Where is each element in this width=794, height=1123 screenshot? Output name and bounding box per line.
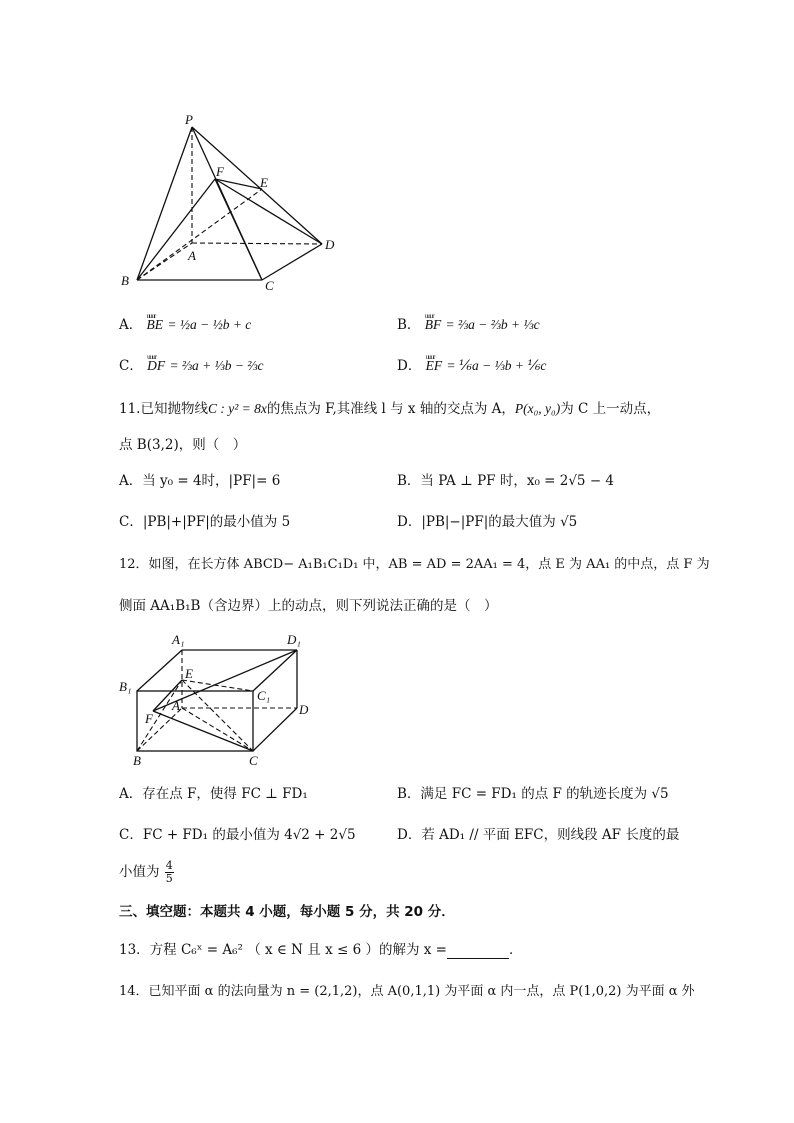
q11-option-c: C．|PB|+|PF|的最小值为 5 bbox=[119, 514, 291, 530]
label-F: F bbox=[216, 164, 224, 179]
label-P: P bbox=[185, 112, 193, 127]
q12-option-d: D．若 AD₁ // 平面 EFC，则线段 AF 长度的最 bbox=[397, 827, 680, 843]
q11-stem-line1: 11.已知抛物线C : y² = 8x的焦点为 F,其准线 l 与 x 轴的交点为 A，P(x₀, y₀)为 C 上一动点， bbox=[119, 401, 661, 417]
label-B1: B₁ bbox=[119, 679, 132, 694]
section-heading: 三、填空题：本题共 4 小题，每小题 5 分，共 20 分． bbox=[119, 904, 455, 920]
q12-option-a: A．存在点 F，使得 FC ⊥ FD₁ bbox=[119, 786, 308, 802]
label-B: B bbox=[133, 753, 141, 768]
label-F: F bbox=[145, 711, 153, 726]
q13-stem: 13．方程 C₆ˣ = A₆² （ x ∈ N 且 x ≤ 6 ）的解为 x = ． bbox=[119, 942, 523, 958]
q10-option-a: A． uuur BE = ½a − ½b + c bbox=[119, 316, 251, 334]
label-A1: A₁ bbox=[172, 632, 185, 647]
label-A: A bbox=[172, 698, 180, 713]
q11-option-b: B．当 PA ⊥ PF 时，x₀ = 2√5 − 4 bbox=[397, 473, 615, 489]
answer-blank bbox=[447, 946, 509, 959]
q10-option-d: D． uuur EF = ⅙a − ⅓b + ⅙c bbox=[397, 357, 546, 375]
q10-option-b: B． uuur BF = ⅔a − ⅔b + ⅓c bbox=[397, 316, 540, 334]
q11-option-d: D．|PB|−|PF|的最大值为 √5 bbox=[397, 514, 578, 530]
fraction: $\frac{4}{5}$ bbox=[165, 859, 173, 885]
q11-option-a: A．当 y₀ = 4时，|PF|= 6 bbox=[119, 473, 281, 489]
label-D: D bbox=[325, 237, 335, 252]
pyramid-figure bbox=[115, 110, 345, 295]
q14-stem: 14．已知平面 α 的法向量为 n = (2,1,2)，点 A(0,1,1) 为平面 α 内一点，点 P(1,0,2) 为平面 α 外 bbox=[119, 984, 695, 999]
q11-stem-line2: 点 B(3,2)，则（ ） bbox=[119, 437, 247, 453]
label-B: B bbox=[121, 273, 129, 288]
label-C: C bbox=[265, 278, 274, 293]
label-D: D bbox=[299, 702, 309, 717]
q12-stem-line1: 12．如图，在长方体 ABCD− A₁B₁C₁D₁ 中，AB = AD = 2AA₁ = 4，点 E 为 AA₁ 的中点，点 F 为 bbox=[119, 557, 710, 572]
q12-stem-line2: 侧面 AA₁B₁B（含边界）上的动点，则下列说法正确的是（ ） bbox=[119, 598, 498, 614]
q12-option-b: B．满足 FC = FD₁ 的点 F 的轨迹长度为 √5 bbox=[397, 786, 669, 802]
label-E: E bbox=[260, 175, 268, 190]
label-D1: D₁ bbox=[287, 632, 301, 647]
q12-option-d-continued: 小值为 $\frac{4}{5}$ bbox=[119, 859, 173, 885]
q12-option-c: C．FC + FD₁ 的最小值为 4√2 + 2√5 bbox=[119, 827, 356, 843]
label-C: C bbox=[249, 753, 258, 768]
label-A: A bbox=[188, 248, 196, 263]
label-E: E bbox=[185, 666, 193, 681]
cuboid-figure bbox=[115, 628, 325, 770]
q10-option-c: C． uuur DF = ⅔a + ⅓b − ⅔c bbox=[119, 357, 264, 375]
label-C1: C₁ bbox=[257, 688, 271, 703]
